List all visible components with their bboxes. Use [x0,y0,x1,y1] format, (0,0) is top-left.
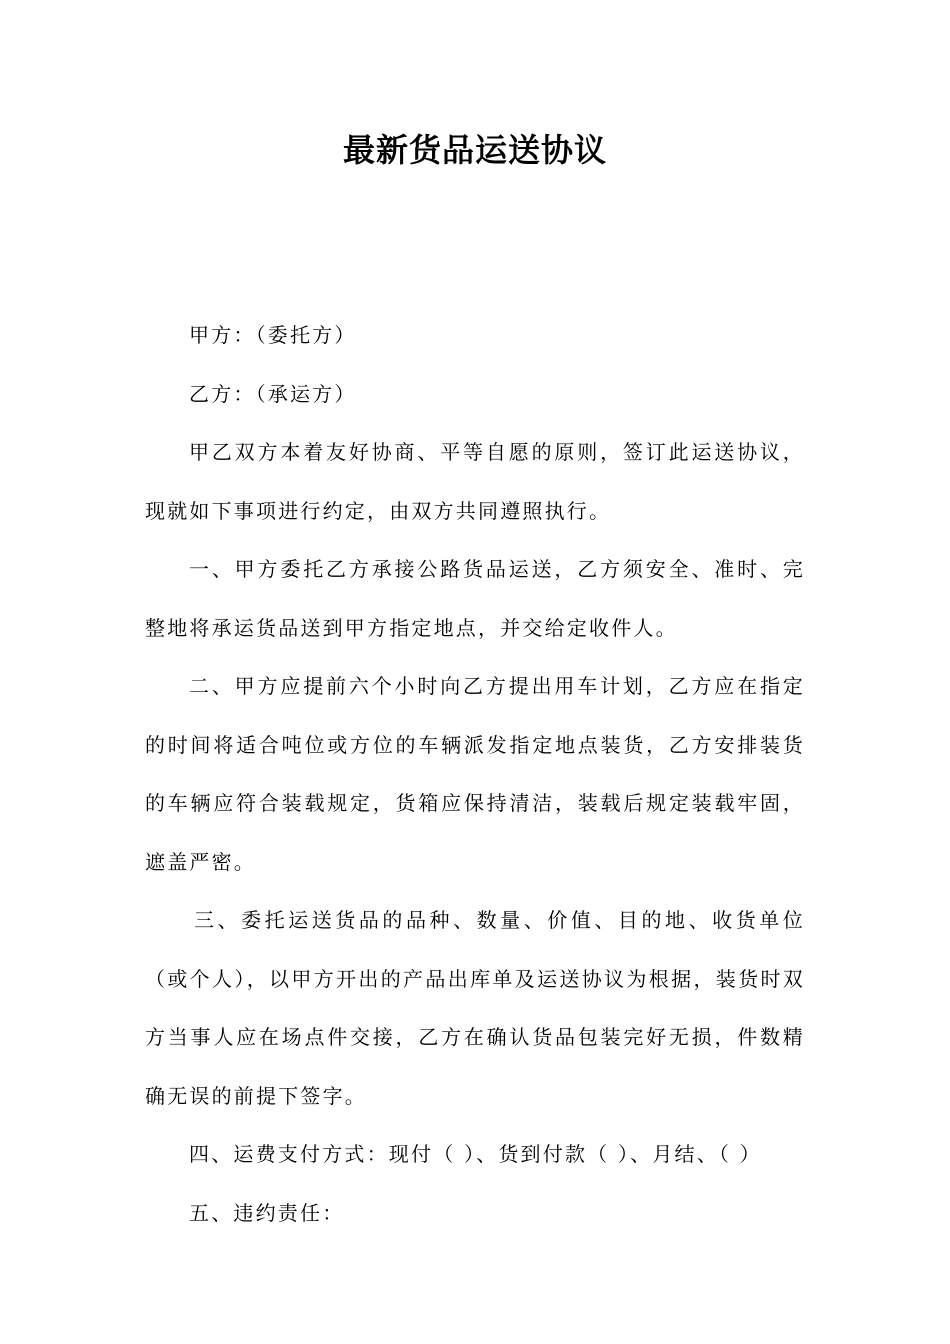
clause-5-heading: 五、违约责任： [189,1200,345,1225]
clause-1-paragraph: 一、甲方委托乙方承接公路货品运送，乙方须安全、准时、完整地将承运货品送到甲方指定地点，并交给定收件人。 [145,557,805,640]
document-title: 最新货品运送协议 [342,131,607,169]
party-b-line: 乙方：（承运方） [189,381,357,406]
clause-3-paragraph: 三、委托运送货品的品种、数量、价值、目的地、收货单位（或个人），以甲方开出的产品出库单及运送协议为根据，装货时双方当事人应在场点件交接，乙方在确认货品包装完好无损，件数精确无误的前提下签字。 [145,908,805,1108]
clause-2-paragraph: 二、甲方应提前六个小时向乙方提出用车计划，乙方应在指定的时间将适合吨位或方位的车辆派发指定地点装货，乙方安排装货的车辆应符合装载规定，货箱应保持清洁，装载后规定装载牢固，遮盖严密。 [145,674,805,874]
party-a-line: 甲方：（委托方） [189,323,357,347]
clause-4-paragraph: 四、运费支付方式：现付（ ）、货到付款（ ）、月结、（ ） [189,1142,762,1166]
preamble-paragraph: 甲乙双方本着友好协商、平等自愿的原则，签订此运送协议，现就如下事项进行约定，由双方共同遵照执行。 [145,440,805,523]
document-body [145,306,805,1242]
